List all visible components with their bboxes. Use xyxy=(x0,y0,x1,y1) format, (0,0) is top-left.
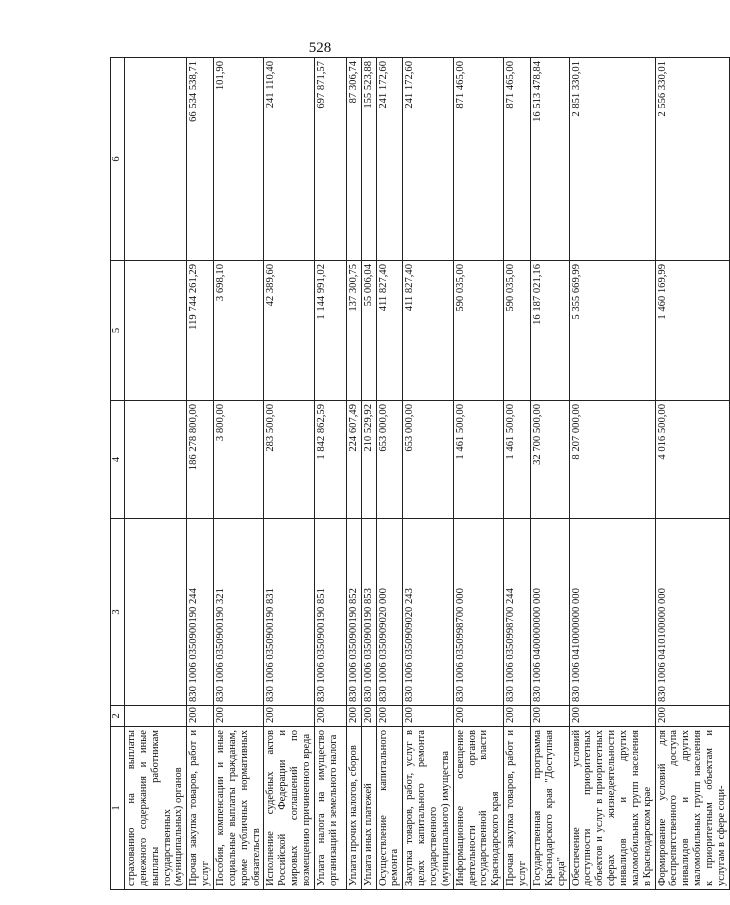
table-row xyxy=(264,58,314,890)
row-approved: 186 278 800,00 xyxy=(187,401,214,519)
row-name: Закупка товаров, работ, услуг в целях капитального ремонта государственного (муниципального) имущества xyxy=(403,727,453,890)
col-header-2: 2 xyxy=(111,706,125,727)
row-remaining: 241 172,60 xyxy=(403,58,453,261)
table-row xyxy=(403,58,453,890)
row-approved: 1 461 500,00 xyxy=(453,401,503,519)
row-remaining: 16 513 478,84 xyxy=(530,58,569,261)
row-approved: 3 800,00 xyxy=(214,401,264,519)
row-approved: 4 016 500,00 xyxy=(655,401,729,519)
row-approved: 1 461 500,00 xyxy=(504,401,531,519)
table-row xyxy=(453,58,503,890)
row-code: 200 xyxy=(187,706,214,727)
row-code: 200 xyxy=(504,706,531,727)
row-executed: 1 144 991,02 xyxy=(314,261,346,401)
table-row xyxy=(187,58,214,890)
row-executed: 16 187 021,16 xyxy=(530,261,569,401)
row-approved: 224 607,49 xyxy=(346,401,361,519)
row-classifier: 830 1006 0350900190 851 xyxy=(314,519,346,706)
row-remaining: 66 534 538,71 xyxy=(187,58,214,261)
row-code: 200 xyxy=(264,706,314,727)
budget-table-rotated xyxy=(110,58,727,890)
row-classifier: 830 1006 0350909020 000 xyxy=(376,519,403,706)
table-row xyxy=(655,58,729,890)
row-remaining: 2 851 330,01 xyxy=(569,58,655,261)
row-classifier xyxy=(125,519,187,706)
row-name: Исполнение судебных актов Российской Федерации и мировых соглашений по возмещению причиненного вреда xyxy=(264,727,314,890)
row-remaining: 871 465,00 xyxy=(504,58,531,261)
row-name: Обеспечение условий доступности приоритетных объектов и услуг в приоритетных сферах жизнедеятельности инвалидов и других маломобильных групп населения в Краснодарском крае xyxy=(569,727,655,890)
table-row xyxy=(504,58,531,890)
row-executed: 55 006,04 xyxy=(361,261,376,401)
row-classifier: 830 1006 0350998700 000 xyxy=(453,519,503,706)
row-code: 200 xyxy=(361,706,376,727)
row-classifier: 830 1006 0350900190 831 xyxy=(264,519,314,706)
row-executed: 3 698,10 xyxy=(214,261,264,401)
row-executed xyxy=(125,261,187,401)
row-name: Прочая закупка товаров, работ и услуг xyxy=(504,727,531,890)
col-header-5: 5 xyxy=(111,261,125,401)
row-code: 200 xyxy=(655,706,729,727)
row-approved: 1 842 862,59 xyxy=(314,401,346,519)
row-classifier: 830 1006 0410000000 000 xyxy=(569,519,655,706)
row-name: Уплата иных платежей xyxy=(361,727,376,890)
row-executed: 119 744 261,29 xyxy=(187,261,214,401)
row-remaining xyxy=(125,58,187,261)
row-approved xyxy=(125,401,187,519)
row-classifier: 830 1006 0350900190 853 xyxy=(361,519,376,706)
row-code: 200 xyxy=(376,706,403,727)
row-name: Пособия, компенсации и иные социальные выплаты гражданам, кроме публичных нормативных обязательств xyxy=(214,727,264,890)
row-remaining: 241 110,40 xyxy=(264,58,314,261)
row-executed: 590 035,00 xyxy=(504,261,531,401)
row-code: 200 xyxy=(403,706,453,727)
table-row xyxy=(346,58,361,890)
col-header-6: 6 xyxy=(111,58,125,261)
row-code xyxy=(125,706,187,727)
row-name: Формирование условий для беспрепятственного доступа инвалидов и других маломобильных групп населения к приоритетным объектам и услугам в сфере соци- xyxy=(655,727,729,890)
row-executed: 411 827,40 xyxy=(376,261,403,401)
row-name: Информационное освещение деятельности органов государственной власти Краснодарского края xyxy=(453,727,503,890)
row-remaining: 101,90 xyxy=(214,58,264,261)
row-approved: 32 700 500,00 xyxy=(530,401,569,519)
row-remaining: 2 556 330,01 xyxy=(655,58,729,261)
row-name: Прочая закупка товаров, работ и услуг xyxy=(187,727,214,890)
table-row xyxy=(314,58,346,890)
row-remaining: 697 871,57 xyxy=(314,58,346,261)
row-code: 200 xyxy=(346,706,361,727)
row-approved: 8 207 000,00 xyxy=(569,401,655,519)
row-classifier: 830 1006 0410100000 000 xyxy=(655,519,729,706)
row-approved: 283 500,00 xyxy=(264,401,314,519)
row-remaining: 871 465,00 xyxy=(453,58,503,261)
row-classifier: 830 1006 0350998700 244 xyxy=(504,519,531,706)
budget-table xyxy=(110,57,730,890)
row-name: Осуществление капитального ремонта xyxy=(376,727,403,890)
table-row xyxy=(361,58,376,890)
col-header-4: 4 xyxy=(111,401,125,519)
row-name: Государственная программа Краснодарского края "Доступная среда" xyxy=(530,727,569,890)
row-classifier: 830 1006 0350909020 243 xyxy=(403,519,453,706)
row-executed: 5 355 669,99 xyxy=(569,261,655,401)
row-code: 200 xyxy=(530,706,569,727)
col-header-3: 3 xyxy=(111,519,125,706)
header-row xyxy=(111,58,125,890)
page-number: 528 xyxy=(308,40,332,56)
row-classifier: 830 1006 0400000000 000 xyxy=(530,519,569,706)
row-code: 200 xyxy=(314,706,346,727)
row-executed: 1 460 169,99 xyxy=(655,261,729,401)
row-executed: 590 035,00 xyxy=(453,261,503,401)
row-remaining: 87 306,74 xyxy=(346,58,361,261)
row-executed: 411 827,40 xyxy=(403,261,453,401)
row-remaining: 241 172,60 xyxy=(376,58,403,261)
row-name: Уплата прочих налогов, сборов xyxy=(346,727,361,890)
row-executed: 42 389,60 xyxy=(264,261,314,401)
table-row xyxy=(530,58,569,890)
row-code: 200 xyxy=(453,706,503,727)
row-executed: 137 300,75 xyxy=(346,261,361,401)
row-name: Уплата налога на имущество организаций и земельного налога xyxy=(314,727,346,890)
row-approved: 653 000,00 xyxy=(376,401,403,519)
row-approved: 210 529,92 xyxy=(361,401,376,519)
row-code: 200 xyxy=(569,706,655,727)
table-row xyxy=(125,58,187,890)
row-name: страхованию на выплаты денежного содержания и иные выплаты работникам государственных (муниципальных) органов xyxy=(125,727,187,890)
row-classifier: 830 1006 0350900190 321 xyxy=(214,519,264,706)
col-header-1: 1 xyxy=(111,727,125,890)
table-row xyxy=(214,58,264,890)
row-classifier: 830 1006 0350900190 852 xyxy=(346,519,361,706)
row-approved: 653 000,00 xyxy=(403,401,453,519)
row-code: 200 xyxy=(214,706,264,727)
table-row xyxy=(376,58,403,890)
row-remaining: 155 523,88 xyxy=(361,58,376,261)
row-classifier: 830 1006 0350900190 244 xyxy=(187,519,214,706)
table-row xyxy=(569,58,655,890)
